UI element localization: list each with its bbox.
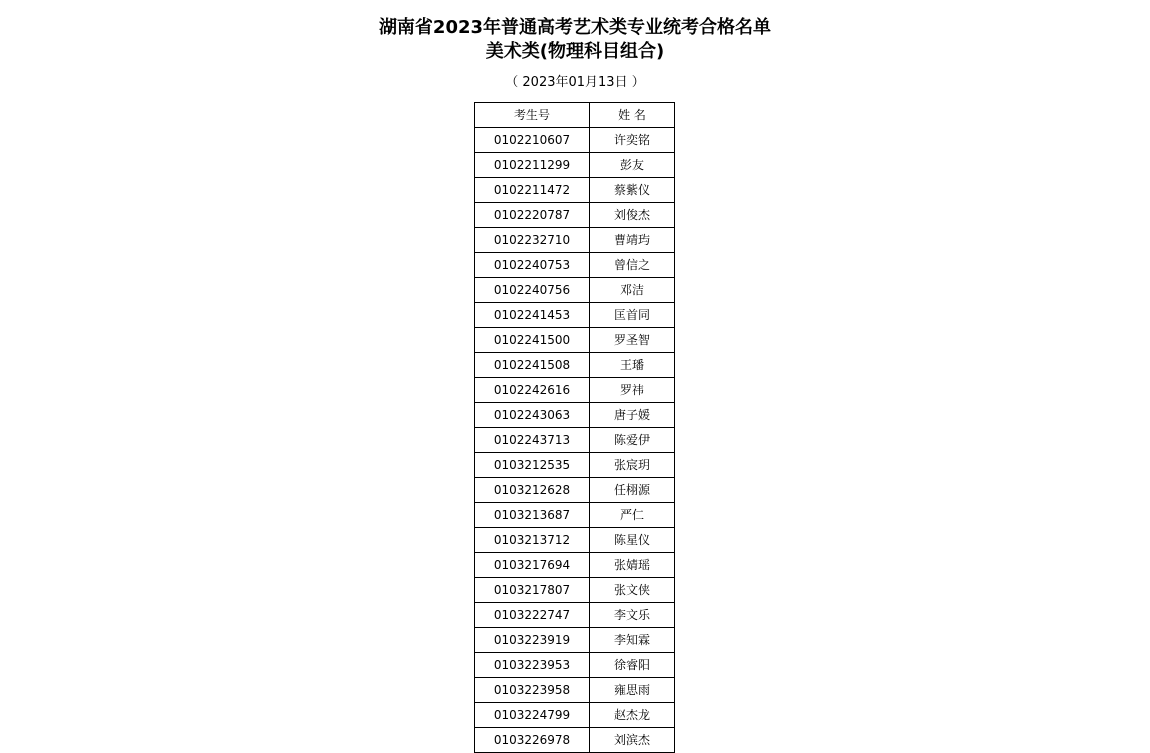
table-row	[475, 553, 675, 578]
candidate-number-cell: 0102242616	[475, 378, 590, 403]
table-row	[475, 203, 675, 228]
candidate-name-cell: 严仁	[590, 503, 675, 528]
candidate-number-cell: 0103217807	[475, 578, 590, 603]
document-title	[0, 16, 1150, 64]
candidate-number-cell: 0102240756	[475, 278, 590, 303]
candidate-number-cell: 0102210607	[475, 128, 590, 153]
table-row	[475, 303, 675, 328]
candidate-name-cell: 陈星仪	[590, 528, 675, 553]
candidate-name-cell: 邓洁	[590, 278, 675, 303]
candidate-name-cell: 许奕铭	[590, 128, 675, 153]
candidate-name-cell: 唐子媛	[590, 403, 675, 428]
table-row	[475, 653, 675, 678]
candidate-name-cell: 赵杰龙	[590, 703, 675, 728]
table-row	[475, 453, 675, 478]
candidate-name-cell: 匡首同	[590, 303, 675, 328]
table-header-row	[475, 103, 675, 128]
candidate-name-cell: 罗祎	[590, 378, 675, 403]
table-row	[475, 528, 675, 553]
candidate-number-cell: 0103226978	[475, 728, 590, 753]
table-row	[475, 578, 675, 603]
candidate-name-cell: 任栩源	[590, 478, 675, 503]
table-row	[475, 703, 675, 728]
candidate-number-cell: 0103223919	[475, 628, 590, 653]
table-row	[475, 678, 675, 703]
candidate-name-cell: 曹靖玙	[590, 228, 675, 253]
candidate-name-cell: 彭友	[590, 153, 675, 178]
candidate-name-cell: 徐睿阳	[590, 653, 675, 678]
title-line-1: 湖南省2023年普通高考艺术类专业统考合格名单	[378, 17, 772, 38]
candidate-table	[474, 102, 675, 753]
candidate-number-cell: 0103217694	[475, 553, 590, 578]
column-header-name: 姓 名	[590, 103, 675, 128]
candidate-name-cell: 李知霖	[590, 628, 675, 653]
table-body	[475, 128, 675, 753]
candidate-number-cell: 0103213712	[475, 528, 590, 553]
column-header-candidate-number: 考生号	[475, 103, 590, 128]
table-row	[475, 278, 675, 303]
title-line-2: 美术类(物理科目组合)	[485, 41, 665, 62]
table-row	[475, 253, 675, 278]
table-row	[475, 728, 675, 753]
candidate-number-cell: 0102232710	[475, 228, 590, 253]
candidate-name-cell: 刘俊杰	[590, 203, 675, 228]
candidate-number-cell: 0102241453	[475, 303, 590, 328]
table-row	[475, 603, 675, 628]
candidate-number-cell: 0102241500	[475, 328, 590, 353]
candidate-number-cell: 0103224799	[475, 703, 590, 728]
candidate-name-cell: 张婧瑶	[590, 553, 675, 578]
candidate-name-cell: 蔡紫仪	[590, 178, 675, 203]
table-row	[475, 503, 675, 528]
candidate-name-cell: 张文侠	[590, 578, 675, 603]
table-row	[475, 428, 675, 453]
candidate-number-cell: 0102211299	[475, 153, 590, 178]
table-row	[475, 153, 675, 178]
publish-date: （ 2023年01月13日 ）	[505, 75, 645, 90]
table-row	[475, 478, 675, 503]
candidate-number-cell: 0102243063	[475, 403, 590, 428]
candidate-number-cell: 0102240753	[475, 253, 590, 278]
table-row	[475, 353, 675, 378]
candidate-number-cell: 0102243713	[475, 428, 590, 453]
candidate-number-cell: 0102211472	[475, 178, 590, 203]
candidate-number-cell: 0103213687	[475, 503, 590, 528]
candidate-number-cell: 0103222747	[475, 603, 590, 628]
candidate-name-cell: 罗圣智	[590, 328, 675, 353]
table-row	[475, 378, 675, 403]
table-row	[475, 128, 675, 153]
candidate-number-cell: 0103212628	[475, 478, 590, 503]
candidate-number-cell: 0102241508	[475, 353, 590, 378]
candidate-number-cell: 0103223958	[475, 678, 590, 703]
candidate-name-cell: 张宸玥	[590, 453, 675, 478]
candidate-name-cell: 陈爱伊	[590, 428, 675, 453]
candidate-name-cell: 王璠	[590, 353, 675, 378]
table-row	[475, 403, 675, 428]
candidate-name-cell: 曾信之	[590, 253, 675, 278]
candidate-number-cell: 0103223953	[475, 653, 590, 678]
table-row	[475, 328, 675, 353]
table-row	[475, 178, 675, 203]
candidate-number-cell: 0102220787	[475, 203, 590, 228]
candidate-number-cell: 0103212535	[475, 453, 590, 478]
candidate-name-cell: 雍思雨	[590, 678, 675, 703]
table-row	[475, 228, 675, 253]
candidate-name-cell: 刘滨杰	[590, 728, 675, 753]
candidate-name-cell: 李文乐	[590, 603, 675, 628]
table-row	[475, 628, 675, 653]
